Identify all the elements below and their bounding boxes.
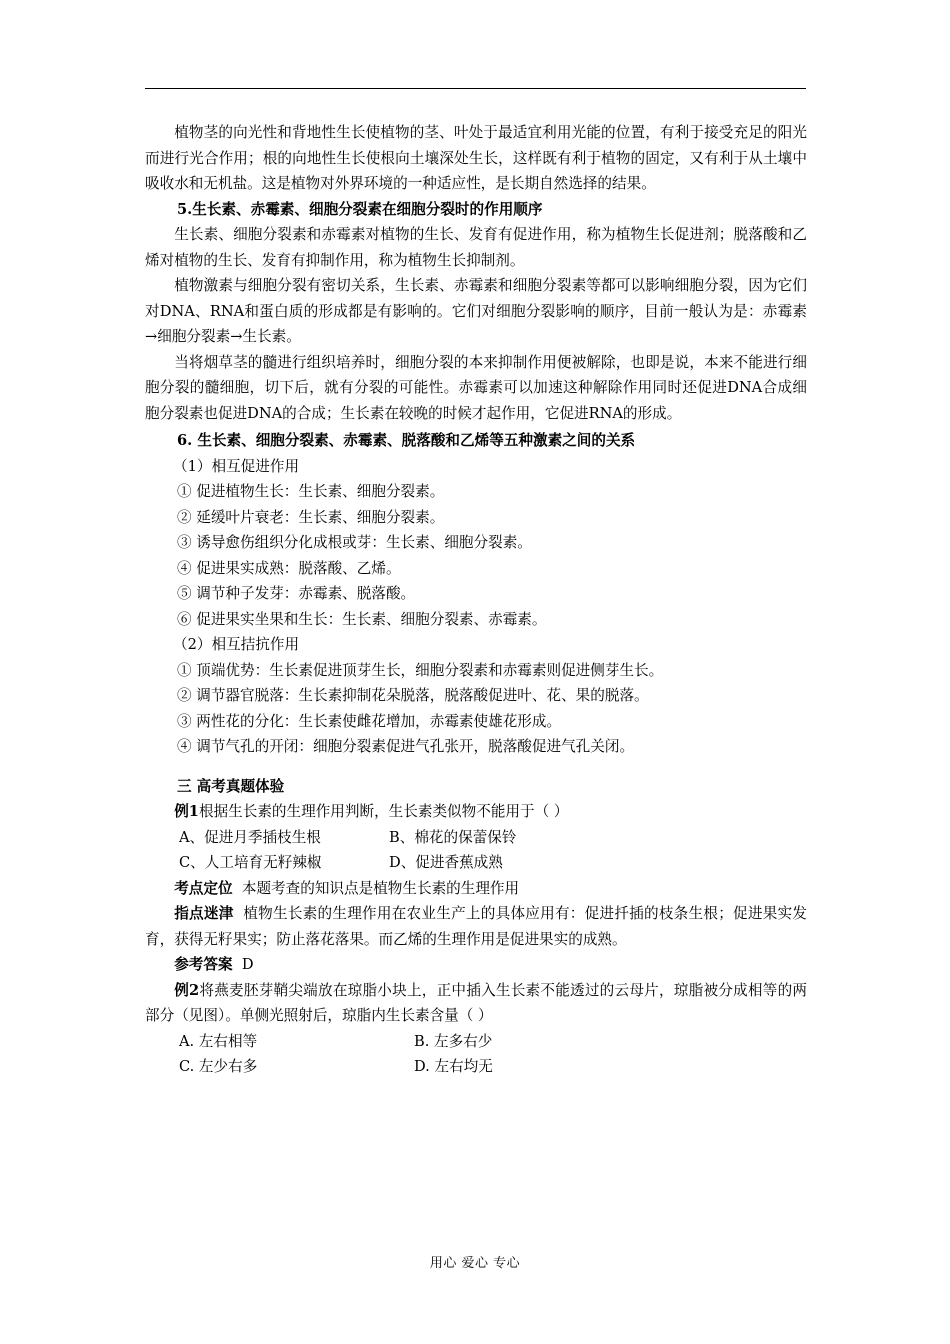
example-2-options-row-1 [145,1029,807,1055]
hint-text: 植物生长素的生理作用在农业生产上的具体应用有：促进扦插的枝条生根；促进果实发育，获得无籽果实；防止落花落果。而乙烯的生理作用是促进果实的成熟。 [145,905,807,948]
list-item: ⑥ 促进果实坐果和生长：生长素、细胞分裂素、赤霉素。 [177,610,547,628]
option-a: A、促进月季插枝生根 [179,828,321,846]
option-b: B、棉花的保蕾保铃 [389,828,517,846]
list-item: ① 顶端优势：生长素促进顶芽生长，细胞分裂素和赤霉素则促进侧芽生长。 [177,661,664,679]
example-1-options-row-1 [145,825,807,851]
section-5-paragraph-3: 当将烟草茎的髓进行组织培养时，细胞分裂的本来抑制作用便被解除，也即是说，本来不能进行细胞分裂的髓细胞，切下后，就有分裂的可能性。赤霉素可以加速这种解除作用同时还促进DNA合成细胞分裂素也促进DNA的合成；生长素在较晚的时候才起作用，它促进RNA的形成。 [145,353,807,422]
key-point-label: 考点定位 [174,879,233,897]
option-b: B. 左多右少 [414,1032,493,1050]
example-1-key-point [145,876,807,902]
example-2-label: 例2 [174,981,200,999]
list-item: ⑤ 调节种子发芽：赤霉素、脱落酸。 [177,585,416,602]
option-a: A. 左右相等 [179,1032,258,1050]
section-6-sub-1: （1）相互促进作用 [173,457,300,475]
answer-text: D [241,956,254,973]
section-5-paragraph-1: 生长素、细胞分裂素和赤霉素对植物的生长、发育有促进作用，称为植物生长促进剂；脱落酸和乙烯对植物的生长、发育有抑制作用，称为植物生长抑制剂。 [145,226,807,269]
hint-label: 指点迷津 [174,905,234,922]
example-2-options-row-2 [145,1054,807,1080]
list-item: ③ 两性花的分化：生长素使雌花增加，赤霉素使雄花形成。 [177,712,562,730]
section-6-sub-2: （2）相互拮抗作用 [173,636,300,653]
option-c: C、人工培育无籽辣椒 [179,854,322,871]
example-1-options-row-2 [145,850,807,876]
option-c: C. 左少右多 [179,1058,258,1075]
list-item: ④ 促进果实成熟：脱落酸、乙烯。 [177,559,401,577]
example-2-text: 将燕麦胚芽鞘尖端放在琼脂小块上，正中插入生长素不能透过的云母片，琼脂被分成相等的两部分（见图）。单侧光照射后，琼脂内生长素含量（ ） [145,981,807,1024]
example-1-label: 例1 [174,803,199,820]
list-item: ② 延缓叶片衰老：生长素、细胞分裂素。 [177,508,445,526]
example-1-question [145,799,807,825]
list-item: ③ 诱导愈伤组织分化成根或芽：生长素、细胞分裂素。 [177,534,532,551]
example-1-hint [145,901,807,952]
answer-label: 参考答案 [174,956,233,973]
section-5-heading: 5.生长素、赤霉素、细胞分裂素在细胞分裂时的作用顺序 [177,200,543,218]
document-body [145,120,807,1080]
list-item: ① 促进植物生长：生长素、细胞分裂素。 [177,483,445,500]
section-6-heading: 6. 生长素、细胞分裂素、赤霉素、脱落酸和乙烯等五种激素之间的关系 [177,432,636,449]
section-3-heading: 三 高考真题体验 [177,777,285,795]
header-rule [145,88,806,89]
example-1-text: 根据生长素的生理作用判断，生长素类似物不能用于（ ） [198,803,569,820]
example-2-question [145,978,807,1029]
list-item: ④ 调节气孔的开闭：细胞分裂素促进气孔张开，脱落酸促进气孔关闭。 [177,738,635,755]
key-point-text: 本题考查的知识点是植物生长素的生理作用 [241,879,520,897]
example-1-answer [145,952,807,978]
page-footer: 用心 爱心 专心 [429,1256,521,1271]
option-d: D、促进香蕉成熟 [389,854,503,871]
section-5-paragraph-2: 植物激素与细胞分裂有密切关系，生长素、赤霉素和细胞分裂素等都可以影响细胞分裂，因为它们对DNA、RNA和蛋白质的形成都是有影响的。它们对细胞分裂影响的顺序，目前一般认为是：赤霉素→细胞分裂素→生长素。 [145,277,807,345]
paragraph-tropism: 植物茎的向光性和背地性生长使植物的茎、叶处于最适宜利用光能的位置，有利于接受充足的阳光而进行光合作用；根的向地性生长使根向土壤深处生长，这样既有利于植物的固定，又有利于从土壤中吸收水和无机盐。这是植物对外界环境的一种适应性，是长期自然选择的结果。 [145,124,807,192]
option-d: D. 左右均无 [414,1058,493,1075]
list-item: ② 调节器官脱落：生长素抑制花朵脱落，脱落酸促进叶、花、果的脱落。 [177,687,649,704]
spacer [145,760,807,774]
